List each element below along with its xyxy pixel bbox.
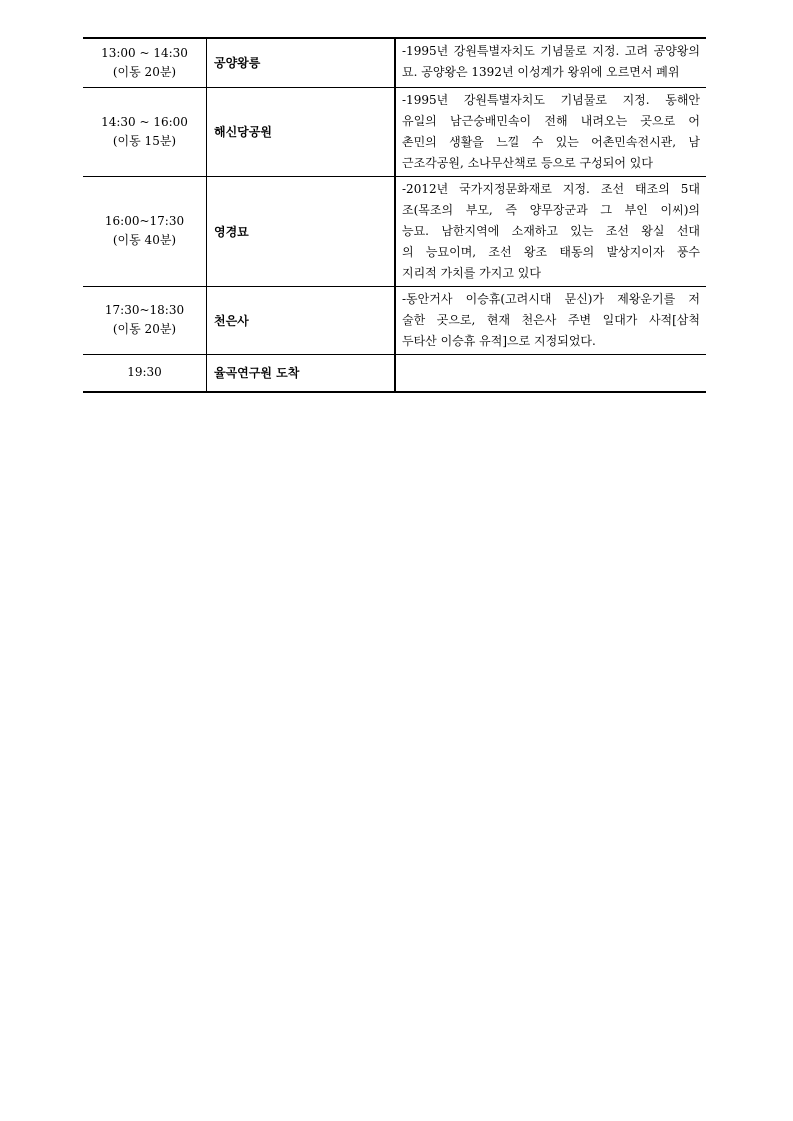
- description-line: -동안거사 이승휴(고려시대 문신)가 제왕운기를 저: [402, 291, 700, 306]
- time-range: 19:30: [127, 365, 162, 380]
- travel-time: (이동 20분): [112, 64, 177, 79]
- place-cell: 영경묘: [207, 176, 396, 286]
- description-cell: [395, 87, 706, 176]
- description-line: 조(목조의 부모, 즉 양무장군과 그 부인 이씨)의: [402, 202, 700, 217]
- table-row: [83, 38, 706, 87]
- table-row: [83, 286, 706, 354]
- description-cell: [395, 176, 706, 286]
- description-line: 능묘. 남한지역에 소재하고 있는 조선 왕실 선대: [402, 223, 700, 238]
- description-cell: [395, 354, 706, 392]
- description-line: 두타산 이승휴 유적]으로 지정되었다.: [402, 333, 596, 348]
- time-range: 14:30 ~ 16:00: [101, 114, 188, 129]
- table-row: [83, 176, 706, 286]
- time-range: 13:00 ~ 14:30: [101, 45, 188, 60]
- time-cell: [83, 176, 207, 286]
- time-cell: [83, 354, 207, 392]
- description-line: 촌민의 생활을 느낄 수 있는 어촌민속전시관, 남: [402, 134, 700, 149]
- travel-time: (이동 40분): [112, 233, 177, 247]
- description-line: 지리적 가치를 가지고 있다: [402, 265, 541, 280]
- time-range: 17:30~18:30: [104, 303, 185, 317]
- place-cell: 공양왕릉: [207, 38, 396, 87]
- description-line: 묘. 공양왕은 1392년 이성계가 왕위에 오르면서 폐위: [402, 65, 680, 79]
- travel-time: (이동 20분): [112, 322, 177, 336]
- travel-time: (이동 15분): [112, 133, 177, 148]
- table-row: [83, 354, 706, 392]
- table-row: [83, 87, 706, 176]
- time-cell: [83, 87, 207, 176]
- place-cell: 해신당공원: [207, 87, 396, 176]
- description-line: 유일의 남근숭배민속이 전해 내려오는 곳으로 어: [402, 113, 700, 128]
- description-cell: [395, 286, 706, 354]
- time-cell: [83, 38, 207, 87]
- description-line: 술한 곳으로, 현재 천은사 주변 일대가 사적[삼척: [402, 312, 700, 327]
- description-line: -1995년 강원특별자치도 기념물로 지정. 동해안: [402, 92, 700, 107]
- description-line: 근조각공원, 소나무산책로 등으로 구성되어 있다: [402, 155, 653, 170]
- description-cell: [395, 38, 706, 87]
- schedule-table: [83, 37, 706, 393]
- description-line: 의 능묘이며, 조선 왕조 태동의 발상지이자 풍수: [402, 244, 700, 259]
- description-line: -1995년 강원특별자치도 기념물로 지정. 고려 공양왕의: [402, 44, 700, 58]
- place-cell: 율곡연구원 도착: [207, 354, 396, 392]
- time-cell: [83, 286, 207, 354]
- description-line: -2012년 국가지정문화재로 지정. 조선 태조의 5대: [402, 181, 700, 196]
- place-cell: 천은사: [207, 286, 396, 354]
- time-range: 16:00~17:30: [104, 214, 185, 228]
